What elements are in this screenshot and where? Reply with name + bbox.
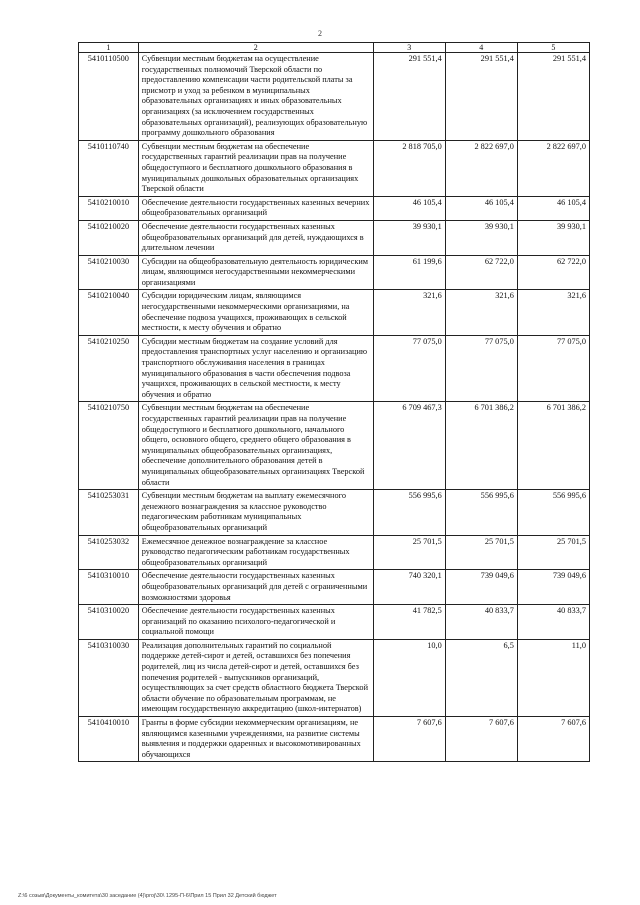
- value-cell: 2 822 697,0: [445, 140, 517, 196]
- header-cell: 4: [445, 43, 517, 53]
- code-cell: 5410410010: [79, 717, 139, 762]
- value-cell: 41 782,5: [373, 605, 445, 640]
- code-cell: 5410253032: [79, 535, 139, 570]
- table-row: [79, 140, 590, 196]
- value-cell: 46 105,4: [373, 196, 445, 220]
- name-cell: Субвенции местным бюджетам на выплату ежемесячного денежного вознаграждения за классное руководство педагогическим работникам муниципальных общеобразовательных организаций: [138, 490, 373, 535]
- name-cell: Субвенции местным бюджетам на осуществление государственных полномочий Тверской области по предоставлению компенсации части родительской платы за присмотр и уход за ребенком в муниципальных образовательных организациях и иных образовательных организациях (за исключением государственных образовательных организаций), реализующих образовательную программу дошкольного образования: [138, 53, 373, 141]
- value-cell: 40 833,7: [445, 605, 517, 640]
- value-cell: 25 701,5: [517, 535, 589, 570]
- name-cell: Гранты в форме субсидии некоммерческим организациям, не являющимся казенными учреждениями, на развитие системы выявления и поддержки одаренных и высокомотивированных обучающихся: [138, 717, 373, 762]
- value-cell: 46 105,4: [445, 196, 517, 220]
- value-cell: 291 551,4: [373, 53, 445, 141]
- value-cell: 7 607,6: [445, 717, 517, 762]
- value-cell: 39 930,1: [445, 220, 517, 255]
- value-cell: 6 701 386,2: [517, 402, 589, 490]
- value-cell: 39 930,1: [517, 220, 589, 255]
- value-cell: 6 701 386,2: [445, 402, 517, 490]
- name-cell: Субсидии на общеобразовательную деятельность юридическим лицам, являющимся негосударственными некоммерческими организациями: [138, 255, 373, 290]
- value-cell: 11,0: [517, 639, 589, 716]
- value-cell: 7 607,6: [517, 717, 589, 762]
- name-cell: Ежемесячное денежное вознаграждение за классное руководство педагогическим работникам государственных общеобразовательных организаций: [138, 535, 373, 570]
- value-cell: 62 722,0: [517, 255, 589, 290]
- value-cell: 556 995,6: [373, 490, 445, 535]
- name-cell: Субвенции местным бюджетам на обеспечение государственных гарантий реализации прав на получение общедоступного и бесплатного дошкольного, начального общего, основного общего, среднего общего образования в муниципальных общеобразовательных организациях, обеспечение дополнительного образования детей в муниципальных общеобразовательных организациях Тверской области: [138, 402, 373, 490]
- code-cell: 5410110500: [79, 53, 139, 141]
- value-cell: 6 709 467,3: [373, 402, 445, 490]
- value-cell: 2 818 705,0: [373, 140, 445, 196]
- name-cell: Субсидии юридическим лицам, являющимся негосударственными некоммерческими организациями, на обеспечение подвоза учащихся, проживающих в сельской местности, к месту обучения и обратно: [138, 290, 373, 335]
- code-cell: 5410210010: [79, 196, 139, 220]
- name-cell: Субвенции местным бюджетам на обеспечение государственных гарантий реализации прав на получение общедоступного и бесплатного дошкольного образования в муниципальных дошкольных образовательных организациях Тверской области: [138, 140, 373, 196]
- header-cell: 1: [79, 43, 139, 53]
- table-row: [79, 535, 590, 570]
- value-cell: 25 701,5: [445, 535, 517, 570]
- value-cell: 556 995,6: [517, 490, 589, 535]
- table-row: [79, 402, 590, 490]
- table-row: [79, 220, 590, 255]
- code-cell: 5410210020: [79, 220, 139, 255]
- value-cell: 46 105,4: [517, 196, 589, 220]
- code-cell: 5410210250: [79, 335, 139, 402]
- header-cell: 2: [138, 43, 373, 53]
- value-cell: 291 551,4: [445, 53, 517, 141]
- code-cell: 5410253031: [79, 490, 139, 535]
- value-cell: 62 722,0: [445, 255, 517, 290]
- header-cell: 5: [517, 43, 589, 53]
- code-cell: 5410110740: [79, 140, 139, 196]
- table-row: [79, 639, 590, 716]
- code-cell: 5410210750: [79, 402, 139, 490]
- name-cell: Обеспечение деятельности государственных казенных общеобразовательных организаций для детей с ограниченными возможностями здоровья: [138, 570, 373, 605]
- value-cell: 40 833,7: [517, 605, 589, 640]
- code-cell: 5410210030: [79, 255, 139, 290]
- value-cell: 739 049,6: [517, 570, 589, 605]
- name-cell: Обеспечение деятельности государственных казенных вечерних общеобразовательных организаций: [138, 196, 373, 220]
- table-row: [79, 290, 590, 335]
- table-header-row: [79, 43, 590, 53]
- code-cell: 5410310030: [79, 639, 139, 716]
- table-row: [79, 255, 590, 290]
- table-row: [79, 570, 590, 605]
- value-cell: 61 199,6: [373, 255, 445, 290]
- value-cell: 740 320,1: [373, 570, 445, 605]
- value-cell: 556 995,6: [445, 490, 517, 535]
- value-cell: 7 607,6: [373, 717, 445, 762]
- code-cell: 5410310020: [79, 605, 139, 640]
- value-cell: 291 551,4: [517, 53, 589, 141]
- file-path-footer: Z:\6 созыв\Документы_комитета\30 заседание (4)\proj\30\ 1295-П-6\Прил 15 Прил 32 Детский бюджет: [18, 893, 277, 899]
- value-cell: 25 701,5: [373, 535, 445, 570]
- page-number: 2: [318, 29, 322, 38]
- code-cell: 5410310010: [79, 570, 139, 605]
- value-cell: 321,6: [373, 290, 445, 335]
- value-cell: 321,6: [445, 290, 517, 335]
- table-row: [79, 335, 590, 402]
- table-row: [79, 490, 590, 535]
- table-row: [79, 196, 590, 220]
- value-cell: 77 075,0: [373, 335, 445, 402]
- value-cell: 10,0: [373, 639, 445, 716]
- header-cell: 3: [373, 43, 445, 53]
- value-cell: 39 930,1: [373, 220, 445, 255]
- name-cell: Субсидии местным бюджетам на создание условий для предоставления транспортных услуг населению и организацию транспортного обслуживания населения в границах муниципального образования в части обеспечения подвоза учащихся, проживающих в сельской местности, к месту обучения и обратно: [138, 335, 373, 402]
- name-cell: Реализация дополнительных гарантий по социальной поддержке детей-сирот и детей, оставшихся без попечения родителей, лиц из числа детей-сирот и детей, оставшихся без попечения родителей - выпускников организаций, осуществляющих за счет средств областного бюджета Тверской области обучение по образовательным программам, не имеющим государственную аккредитацию (школ-интернатов): [138, 639, 373, 716]
- name-cell: Обеспечение деятельности государственных казенных организаций по оказанию психолого-педагогической и социальной помощи: [138, 605, 373, 640]
- table-row: [79, 53, 590, 141]
- budget-table: [78, 42, 590, 762]
- table-row: [79, 605, 590, 640]
- table-row: [79, 717, 590, 762]
- value-cell: 77 075,0: [517, 335, 589, 402]
- value-cell: 2 822 697,0: [517, 140, 589, 196]
- value-cell: 6,5: [445, 639, 517, 716]
- value-cell: 321,6: [517, 290, 589, 335]
- code-cell: 5410210040: [79, 290, 139, 335]
- value-cell: 739 049,6: [445, 570, 517, 605]
- value-cell: 77 075,0: [445, 335, 517, 402]
- name-cell: Обеспечение деятельности государственных казенных общеобразовательных организаций для детей, нуждающихся в длительном лечении: [138, 220, 373, 255]
